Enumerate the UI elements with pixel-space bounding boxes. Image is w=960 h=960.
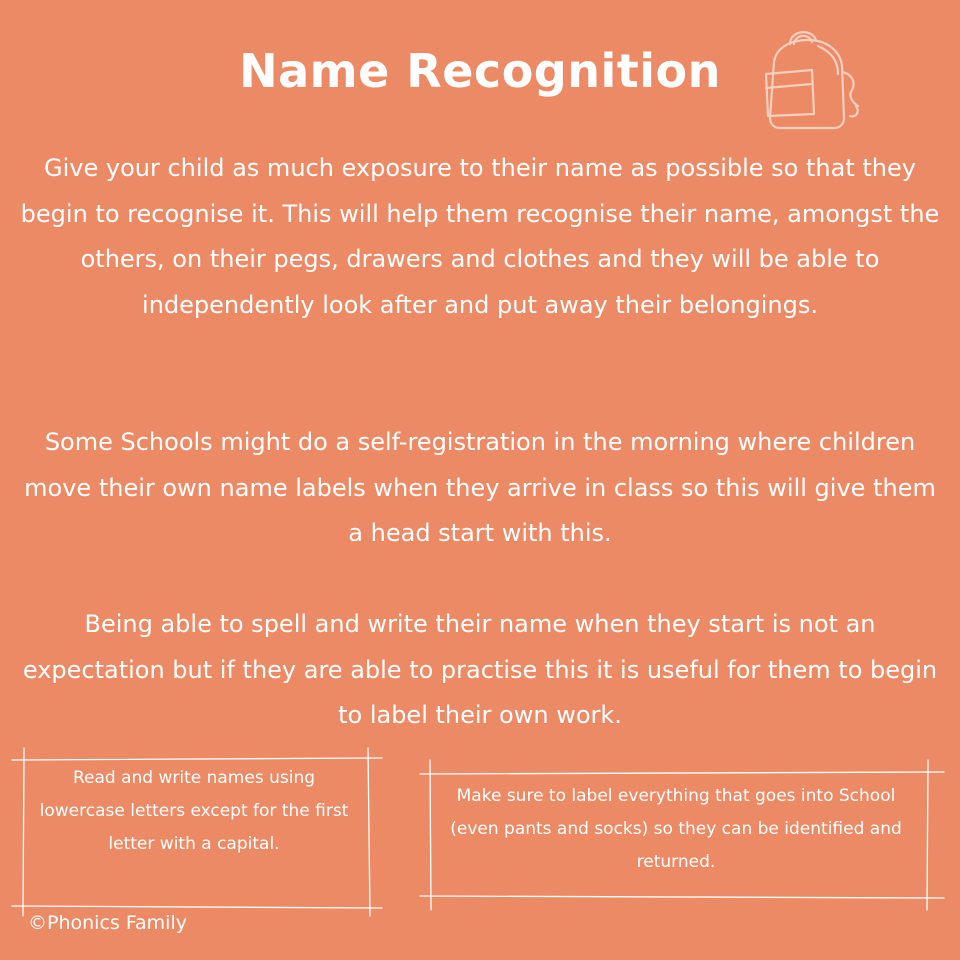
note-box-lowercase (12, 748, 382, 916)
note-lowercase-text: Read and write names using lowercase letters except for the first letter with a capital. (39, 768, 349, 854)
page-title: Name Recognition (239, 44, 721, 98)
paragraph-exposure: Give your child as much exposure to their name as possible so that they begin to recognise it. This will help them recognise their name, amongst the others, on their pegs, drawers and clothes and they will be able to independently look after and put away their belongings. (20, 154, 940, 319)
note-labels-text: Make sure to label everything that goes into School (even pants and socks) so they can be identified and returned. (450, 786, 902, 872)
backpack-icon (752, 22, 864, 132)
note-box-labels (420, 760, 944, 910)
credit-text: ©Phonics Family (28, 912, 187, 934)
paragraph-self-registration: Some Schools might do a self-registration in the morning where children move their own name labels when they arrive in class so this will give them a head start with this. (24, 428, 936, 547)
paragraph-spelling: Being able to spell and write their name when they start is not an expectation but if they are able to practise this it is useful for them to begin to label their own work. (22, 610, 938, 729)
